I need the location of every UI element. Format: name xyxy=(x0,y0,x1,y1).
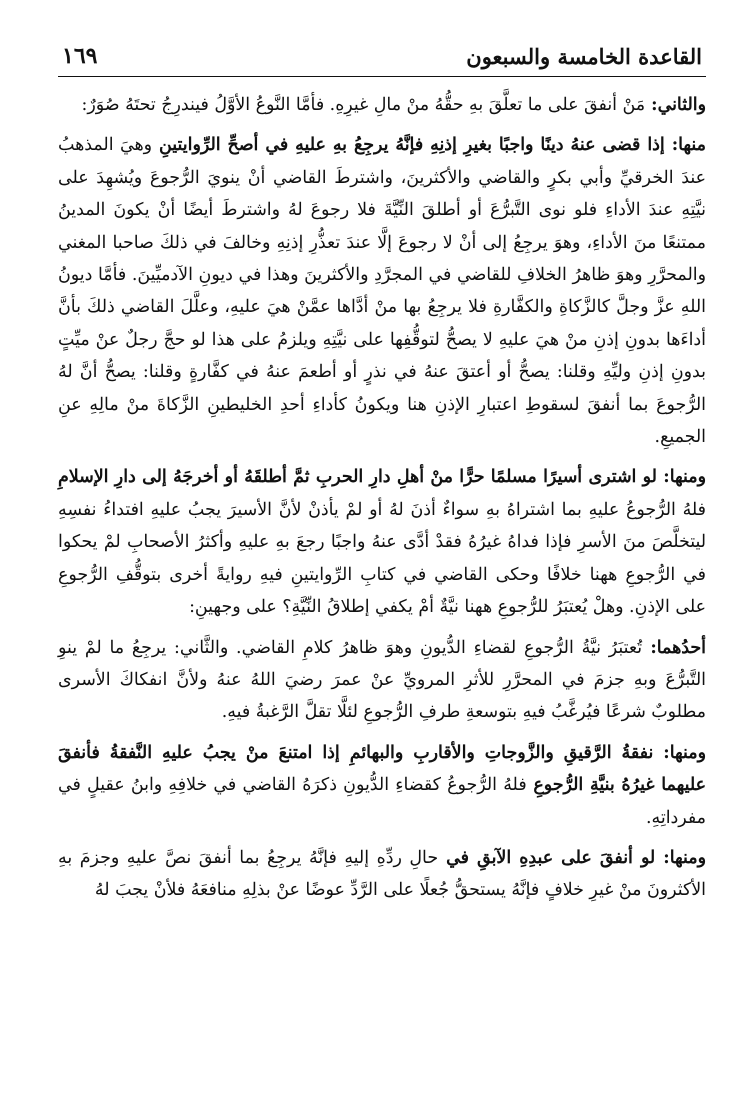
running-title: القاعدة الخامسة والسبعون xyxy=(466,44,702,69)
paragraph-lead: منها: إذا قضى عنهُ دينًا واجبًا بغيرِ إذنِهِ فإنَّهُ يرجِعُ بهِ عليهِ في أصحِّ الرِّوايتينِ xyxy=(152,135,706,156)
paragraph-text: تُعتبَرُ نيَّةُ الرُّجوعِ لقضاءِ الدُّيونِ وهوَ ظاهرُ كلامِ القاضي. والثَّاني: يرجِعُ ما لمْ ينوِ التَّبرُّعَ وبهِ جزمَ في المحرَّرِ للأثرِ المرويِّ عنْ عمرَ رضيَ اللهُ عنهُ ولأنَّ انفكاكَ الأسرى مطلوبٌ شرعًا فيُرغَّبُ فيهِ بتوسعةِ طرفِ الرُّجوعِ لئلَّا تقلَّ الرَّغبةُ فيهِ. xyxy=(58,637,706,723)
paragraph-lead: ومنها: نفقةُ الرَّقيقِ والزَّوجاتِ والأقاربِ والبهائمِ إذا امتنعَ منْ يجبُ عليهِ النَّفقةُ فأنفقَ عليهما غيرُهُ بنيَّةِ الرُّجوعِ xyxy=(58,742,707,796)
book-page xyxy=(58,42,706,1082)
paragraph xyxy=(58,632,706,729)
page-body xyxy=(58,89,706,907)
paragraph-text: وهيَ المذهبُ عندَ الخرقيِّ وأبي بكرٍ والقاضي والأكثرينَ، واشترطَ القاضي أنْ ينويَ الرُّجوعَ ويُشهِدَ على نيَّتِهِ عندَ الأداءِ فلو نوى التَّبرُّعَ أو أطلقَ النِّيَّةَ فلا رجوعَ لهُ واشترطَ أيضًا أنْ يكونَ المدينُ ممتنعًا منَ الأداءِ، وهوَ يرجِعُ إلى أنْ لا رجوعَ إلَّا عندَ تعذُّرِ إذنِهِ وخالفَ في ذلكَ صاحبا المغني والمحرَّرِ وهوَ ظاهرُ الخلافِ للقاضي في المجرَّدِ والأكثرينَ وهذا في ديونِ الآدميِّينَ. فأمَّا ديونُ اللهِ عزَّ وجلَّ كالزَّكاةِ والكفَّارةِ فلا يرجِعُ بها منْ أدَّاها عمَّنْ هيَ عليهِ، وعلَّلَ القاضي ذلكَ بأنَّ أداءَها بدونِ إذنِ منْ هيَ عليهِ لا يصحُّ لتوقُّفِها على نيَّتِهِ ويلزمُ على هذا لو حجَّ رجلٌ عنْ ميِّتٍ بدونِ إذنِ وليِّهِ وقلنا: يصحُّ أو أعتقَ عنهُ في نذرٍ أو أطعمَ عنهُ في كفَّارةٍ وقلنا: يصحُّ أنَّ لهُ الرُّجوعَ بما أنفقَ لسقوطِ اعتبارِ الإذنِ هنا ويكونُ كأداءِ أحدِ الخليطينِ الزَّكاةَ منْ مالِهِ عنِ الجميعِ. xyxy=(58,135,706,448)
paragraph xyxy=(58,461,706,623)
paragraph-lead: أحدُهما: xyxy=(642,637,706,658)
paragraph xyxy=(58,737,706,834)
paragraph xyxy=(58,842,706,907)
page-number: ١٦٩ xyxy=(62,43,98,69)
page-header xyxy=(58,42,706,77)
paragraph xyxy=(58,89,706,121)
paragraph-lead: ومنها: لو أنفقَ على عبدِهِ الآبقِ في xyxy=(438,847,707,868)
paragraph-text: فلهُ الرُّجوعُ كقضاءِ الدُّيونِ ذكرَهُ القاضي في خلافِهِ وابنُ عقيلٍ في مفرداتِهِ. xyxy=(58,775,706,828)
paragraph xyxy=(58,129,706,453)
paragraph-lead: والثاني: xyxy=(645,95,706,115)
paragraph-text: حالِ ردِّهِ إليهِ فإنَّهُ يرجِعُ بما أنفقَ نصَّ عليهِ وجزمَ بهِ الأكثرونَ منْ غيرِ خلافٍ فإنَّهُ يستحقُّ جُعلًا على الرَّدِّ عوضًا عنْ بذلِهِ منافعَهُ فلأنْ يجبَ لهُ xyxy=(58,847,706,901)
paragraph-text: فلهُ الرُّجوعُ عليهِ بما اشتراهُ بهِ سواءٌ أذنَ لهُ أو لمْ يأذنْ لأنَّ الأسيرَ يجبُ عليهِ افتداءُ نفسِهِ ليتخلَّصَ منَ الأسرِ فإذا فداهُ غيرُهُ فقدْ أدَّى عنهُ واجبًا رجعَ بهِ عليهِ وأكثرُ الأصحابِ لمْ يحكوا في الرُّجوعِ ههنا خلافًا وحكى القاضي في كتابِ الرِّوايتينِ فيهِ روايةً أخرى بتوقُّفِ الرُّجوعِ على الإذنِ. وهلْ يُعتبَرُ للرُّجوعِ ههنا نيَّةٌ أمْ يكفي إطلاقُ النِّيَّةِ؟ على وجهينِ: xyxy=(58,499,706,618)
paragraph-lead: ومنها: لو اشترى أسيرًا مسلمًا حرًّا منْ أهلِ دارِ الحربِ ثمَّ أطلقَهُ أو أخرجَهُ إلى دارِ الإسلامِ xyxy=(58,467,706,488)
paragraph-text: مَنْ أنفقَ على ما تعلَّقَ بهِ حقُّهُ منْ مالِ غيرِهِ. فأمَّا النَّوعُ الأوَّلُ فيندرِجُ تحتَهُ صُوَرٌ: xyxy=(81,95,646,115)
